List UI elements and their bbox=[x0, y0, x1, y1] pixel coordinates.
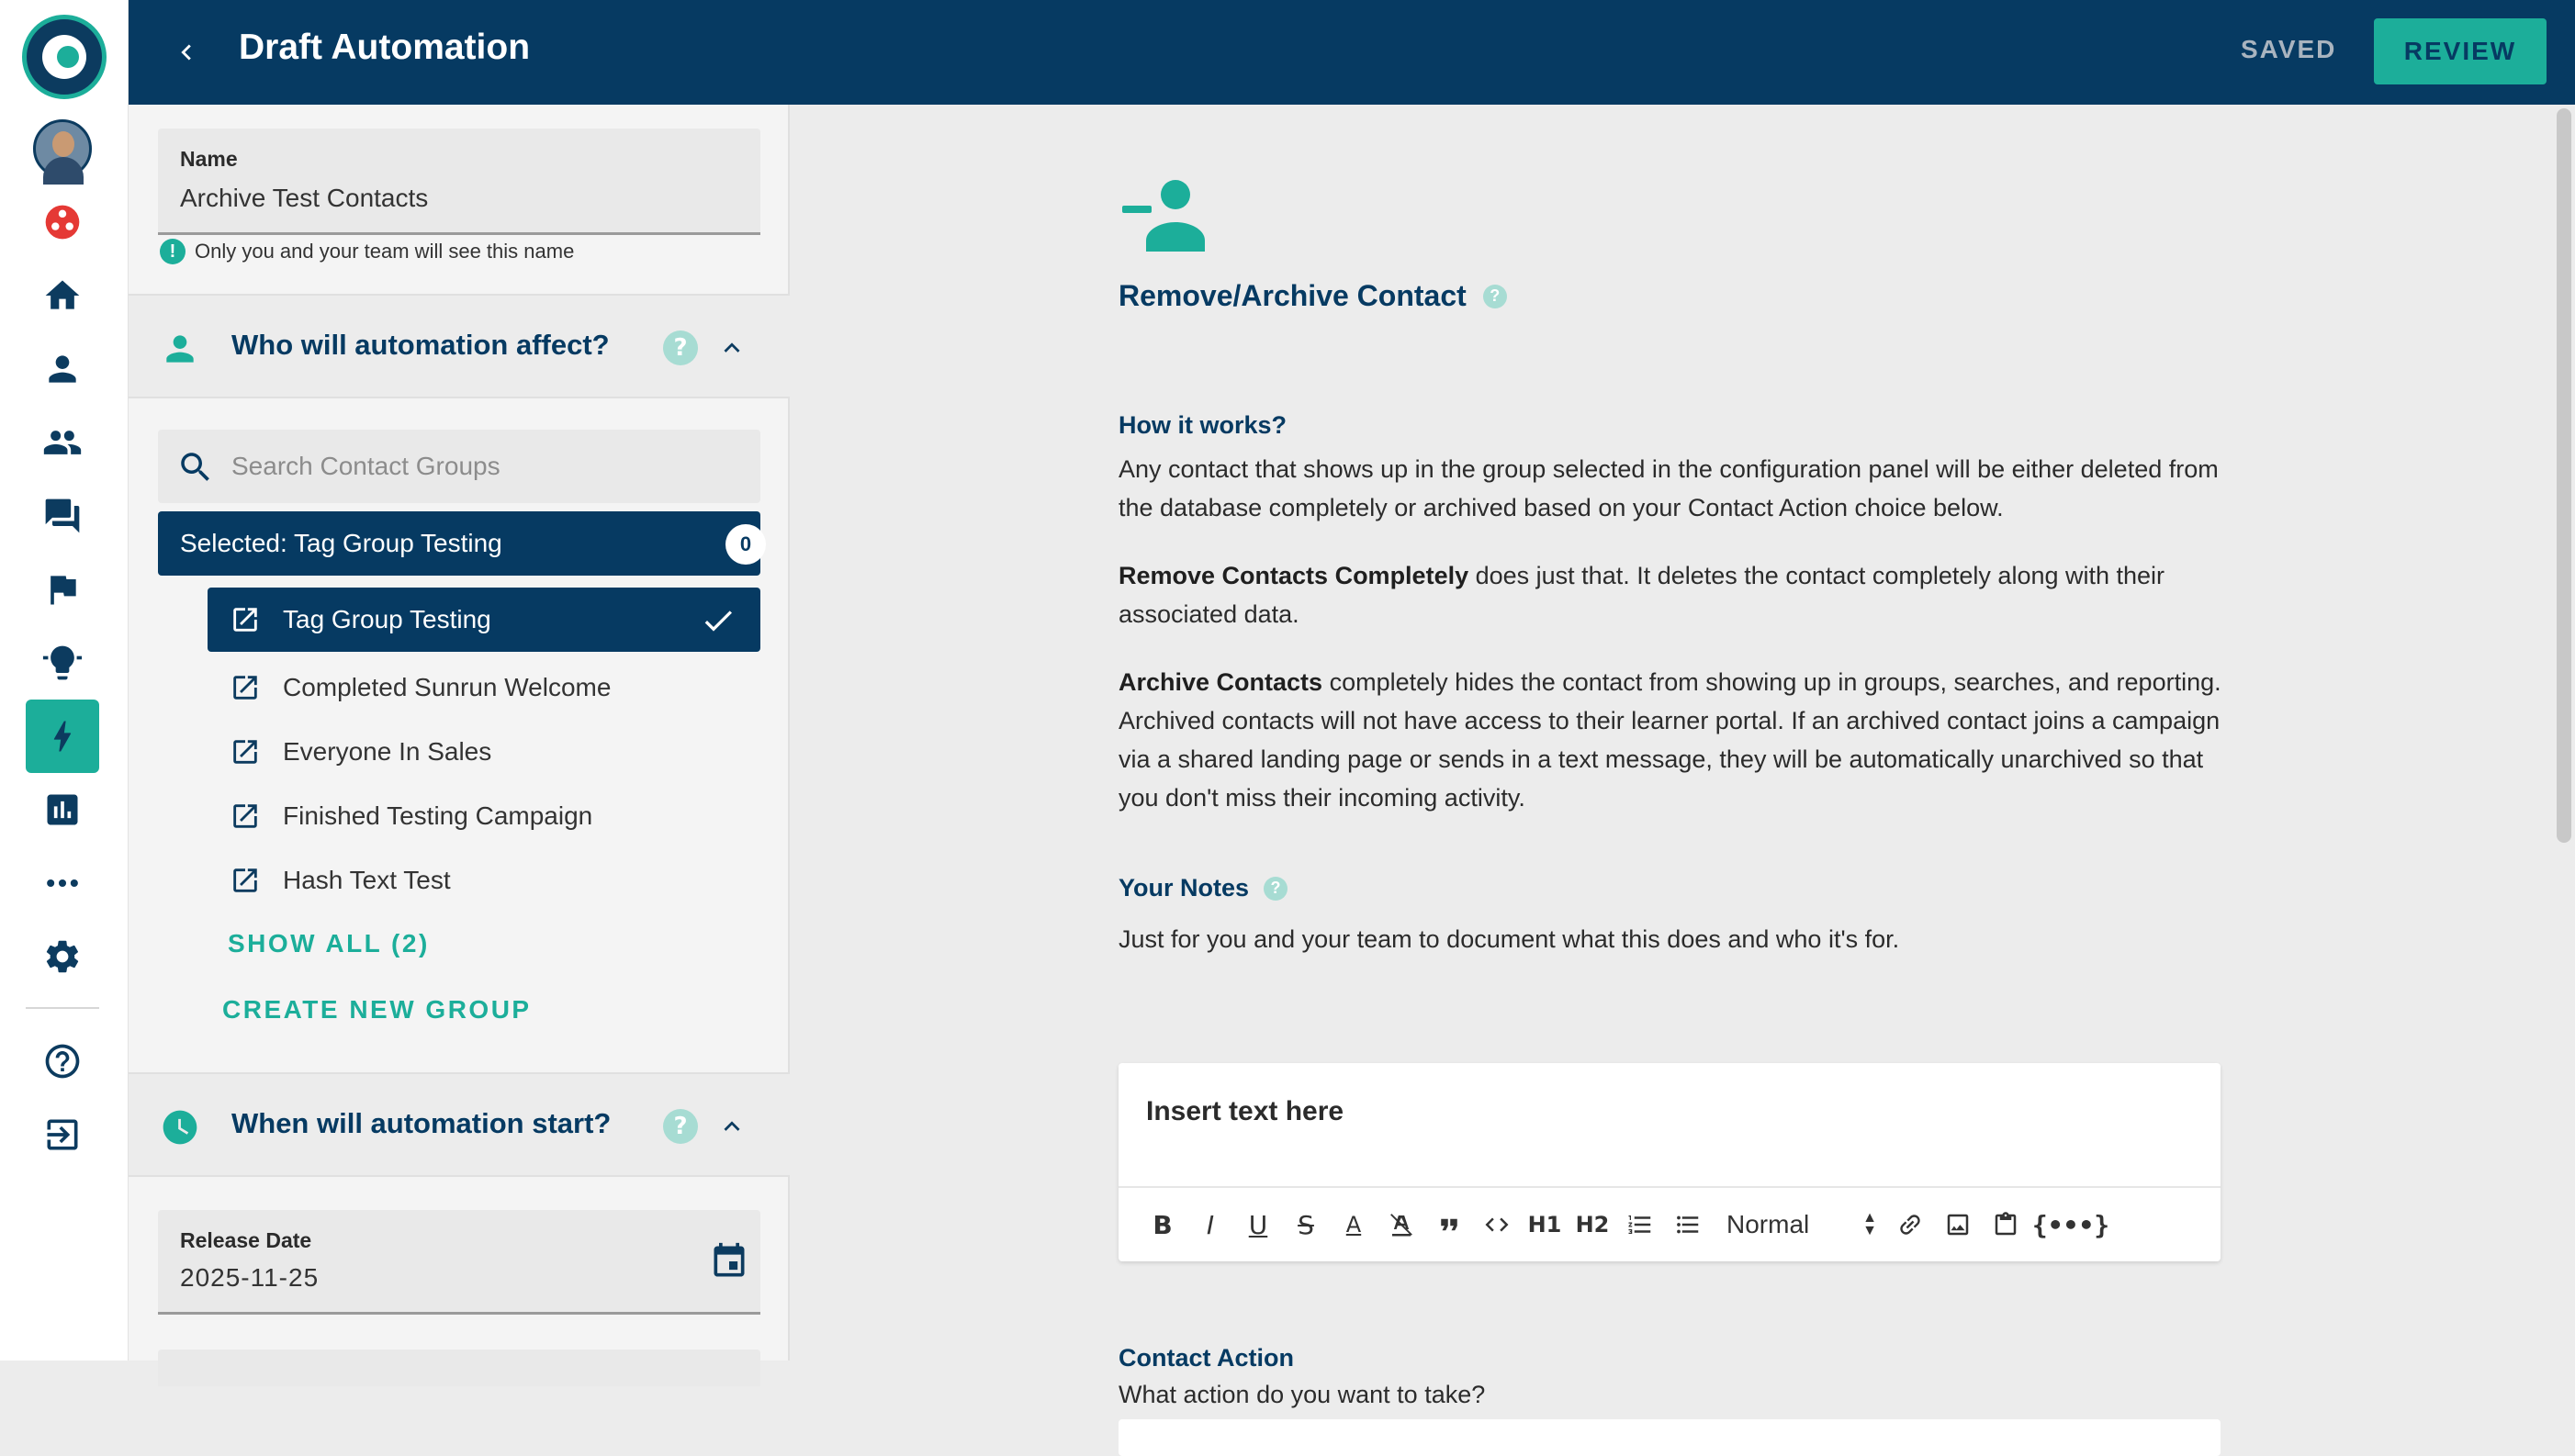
help-icon[interactable]: ? bbox=[663, 330, 698, 365]
help-icon[interactable]: ? bbox=[1264, 877, 1288, 901]
name-hint-text: Only you and your team will see this name bbox=[195, 240, 575, 263]
group-search[interactable] bbox=[158, 430, 760, 503]
selected-count-badge: 0 bbox=[725, 524, 766, 565]
save-status: SAVED bbox=[2241, 35, 2337, 63]
group-item-label: Finished Testing Campaign bbox=[283, 801, 593, 830]
help-icon[interactable]: ? bbox=[663, 1109, 698, 1144]
name-field-label: Name bbox=[180, 147, 238, 171]
group-item[interactable] bbox=[208, 588, 760, 652]
avatar[interactable] bbox=[33, 119, 92, 178]
editor-toolbar bbox=[1119, 1186, 2221, 1261]
notes-heading bbox=[1119, 874, 1288, 902]
archive-text: completely hides the contact from showing up in groups, searches, and reporting. Archived contacts will not have access to their learner portal. If an archived contact joins a campaign via a shared landing page or sends in a text message, they will be automatically unarchived so that you don't miss their incoming activity. bbox=[1119, 668, 2221, 812]
back-arrow-icon[interactable] bbox=[163, 29, 209, 75]
clock-icon bbox=[160, 1107, 200, 1148]
when-section-header[interactable] bbox=[129, 1072, 790, 1177]
notes-heading-text: Your Notes bbox=[1119, 874, 1250, 902]
who-section-header[interactable] bbox=[129, 294, 790, 398]
bullet-list-icon[interactable] bbox=[1664, 1201, 1712, 1249]
group-item-label: Completed Sunrun Welcome bbox=[283, 673, 612, 701]
clear-format-icon[interactable] bbox=[1377, 1201, 1425, 1249]
how-it-works-text: Any contact that shows up in the group selected in the configuration panel will be either deleted from the database completely or archived based on your Contact Action choice below. bbox=[1119, 455, 2219, 521]
search-input[interactable] bbox=[231, 444, 746, 488]
notes-editor[interactable] bbox=[1119, 1063, 2221, 1261]
how-it-works-heading: How it works? bbox=[1119, 411, 1288, 439]
logo-icon[interactable] bbox=[22, 15, 107, 99]
font-color-button[interactable]: A bbox=[1345, 1212, 1362, 1238]
open-external-icon[interactable] bbox=[230, 736, 261, 767]
home-icon[interactable] bbox=[26, 259, 99, 332]
next-field[interactable] bbox=[158, 1350, 760, 1386]
checkmark-icon bbox=[700, 602, 737, 639]
name-field[interactable] bbox=[158, 129, 760, 235]
action-title-text: Remove/Archive Contact bbox=[1119, 279, 1467, 312]
open-external-icon[interactable] bbox=[230, 801, 261, 832]
chat-icon[interactable] bbox=[26, 479, 99, 553]
remove-description bbox=[1119, 556, 2239, 633]
image-icon[interactable] bbox=[1934, 1201, 1982, 1249]
page-title: Draft Automation bbox=[239, 28, 531, 67]
people-icon[interactable] bbox=[26, 406, 99, 479]
scrollbar[interactable] bbox=[2557, 108, 2571, 843]
selected-group-label: Selected: Tag Group Testing bbox=[180, 529, 502, 557]
search-icon bbox=[176, 448, 215, 487]
chevron-up-icon[interactable] bbox=[716, 332, 748, 364]
archive-description bbox=[1119, 663, 2239, 817]
release-date-label: Release Date bbox=[180, 1228, 312, 1252]
ordered-list-icon[interactable] bbox=[1616, 1201, 1664, 1249]
group-item[interactable] bbox=[208, 848, 760, 913]
person-remove-icon bbox=[1119, 178, 1210, 252]
help-circle-icon[interactable] bbox=[26, 1025, 99, 1098]
info-alert-icon: ! bbox=[160, 239, 186, 264]
text-style-value: Normal bbox=[1726, 1210, 1810, 1238]
underline-button[interactable]: U bbox=[1248, 1209, 1268, 1240]
group-item-label: Hash Text Test bbox=[283, 866, 451, 894]
notes-description: Just for you and your team to document what this does and who it's for. bbox=[1119, 925, 1900, 953]
contact-action-heading: Contact Action bbox=[1119, 1344, 1294, 1372]
support-lifebuoy-icon[interactable] bbox=[26, 185, 99, 259]
lightning-icon[interactable] bbox=[26, 700, 99, 773]
group-item[interactable] bbox=[208, 720, 760, 784]
contact-action-select[interactable] bbox=[1119, 1419, 2221, 1456]
create-group-button[interactable]: CREATE NEW GROUP bbox=[222, 995, 532, 1024]
editor-placeholder[interactable]: Insert text here bbox=[1146, 1096, 1344, 1126]
release-date-value[interactable]: 2025-11-25 bbox=[180, 1263, 320, 1292]
bar-chart-icon[interactable] bbox=[26, 773, 99, 846]
top-bar bbox=[129, 0, 2575, 105]
flag-icon[interactable] bbox=[26, 553, 99, 626]
archive-bold: Archive Contacts bbox=[1119, 668, 1323, 696]
more-icon[interactable] bbox=[26, 846, 99, 920]
group-item-label: Tag Group Testing bbox=[283, 605, 491, 633]
heading1-button[interactable]: H1 bbox=[1527, 1212, 1562, 1238]
italic-button[interactable]: I bbox=[1206, 1209, 1215, 1240]
text-style-select[interactable] bbox=[1712, 1201, 1886, 1249]
select-arrows-icon: ▲ ▼ bbox=[1862, 1210, 1877, 1238]
person-icon bbox=[160, 329, 200, 369]
calendar-icon[interactable] bbox=[709, 1241, 749, 1282]
person-icon[interactable] bbox=[26, 332, 99, 406]
name-field-value[interactable]: Archive Test Contacts bbox=[180, 184, 429, 212]
bold-button[interactable]: B bbox=[1153, 1209, 1173, 1240]
lightbulb-icon[interactable] bbox=[26, 626, 99, 700]
remove-text: does just that. It deletes the contact completely along with their associated data. bbox=[1119, 562, 2165, 628]
gear-icon[interactable] bbox=[26, 920, 99, 993]
review-button[interactable]: REVIEW bbox=[2374, 18, 2547, 84]
code-icon[interactable] bbox=[1473, 1201, 1521, 1249]
configuration-panel bbox=[129, 105, 790, 1361]
link-icon[interactable] bbox=[1886, 1201, 1934, 1249]
group-item-label: Everyone In Sales bbox=[283, 737, 492, 766]
who-section-title: Who will automation affect? bbox=[231, 329, 610, 361]
clipboard-icon[interactable] bbox=[1982, 1201, 2030, 1249]
open-external-icon[interactable] bbox=[230, 672, 261, 703]
contact-action-question: What action do you want to take? bbox=[1119, 1381, 1486, 1408]
main-content bbox=[792, 105, 2575, 1408]
when-section-title: When will automation start? bbox=[231, 1107, 612, 1139]
release-date-field[interactable] bbox=[158, 1210, 760, 1315]
logout-icon[interactable] bbox=[26, 1098, 99, 1171]
open-external-icon[interactable] bbox=[230, 865, 261, 896]
heading2-button[interactable]: H2 bbox=[1575, 1212, 1610, 1238]
remove-bold: Remove Contacts Completely bbox=[1119, 562, 1469, 589]
action-title bbox=[1119, 279, 1507, 313]
show-all-button[interactable]: SHOW ALL (2) bbox=[228, 929, 430, 958]
variables-button[interactable]: {•••} bbox=[2031, 1209, 2110, 1240]
selected-group-bar[interactable] bbox=[158, 511, 760, 576]
open-external-icon[interactable] bbox=[230, 604, 261, 635]
group-item[interactable] bbox=[208, 655, 760, 720]
rail-divider bbox=[26, 1007, 99, 1009]
name-hint bbox=[160, 239, 574, 264]
quote-icon[interactable] bbox=[1425, 1201, 1473, 1249]
help-icon[interactable]: ? bbox=[1483, 285, 1507, 308]
chevron-up-icon[interactable] bbox=[716, 1111, 748, 1142]
nav-rail bbox=[0, 0, 129, 1361]
strikethrough-button[interactable]: S bbox=[1298, 1209, 1314, 1240]
group-item[interactable] bbox=[208, 784, 760, 848]
